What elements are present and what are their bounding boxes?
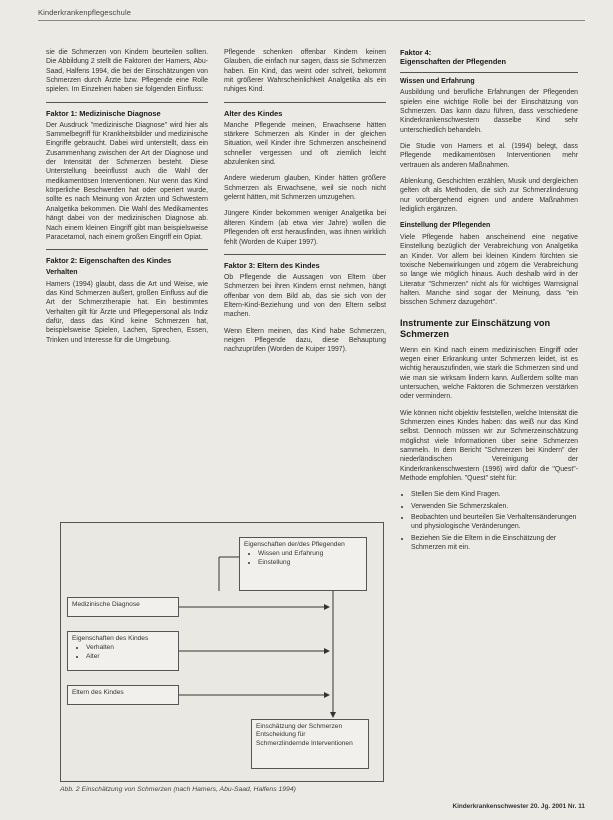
list-item: • Verwenden Sie Schmerzskalen. bbox=[411, 502, 578, 511]
column-1 bbox=[46, 48, 208, 352]
section-divider bbox=[224, 254, 386, 255]
section-heading bbox=[400, 48, 578, 66]
section-heading: Faktor 3: Eltern des Kindes bbox=[224, 260, 320, 270]
list-item: • Stellen Sie dem Kind Fragen. bbox=[411, 490, 578, 499]
section-heading-line-2: Eigenschaften der Pflegenden bbox=[400, 57, 506, 66]
paragraph: Die Studie von Hamers et al. (1994) belegt, dass Pflegende medikamentösen Interventionen mehr vertrauen als anderen Maßnahmen. bbox=[400, 143, 578, 169]
paragraph: Ablenkung, Geschichten erzählen, Musik und dergleichen gelten oft als Methoden, die sich zur Schmerzlinderung nur vorübergehend eignen und andere Maßnahmen lediglich ergänzen. bbox=[400, 178, 578, 214]
list-item: • Einstellung bbox=[258, 559, 362, 567]
list-item: • Wissen und Erfahrung bbox=[258, 550, 362, 558]
section-heading: Alter des Kindes bbox=[224, 108, 283, 118]
section-heading: Faktor 1: Medizinische Diagnose bbox=[46, 108, 161, 118]
section-heading: Faktor 2: Eigenschaften des Kindes bbox=[46, 256, 172, 266]
paragraph: Der Ausdruck "medizinische Diagnose" wird hier als Sammelbegriff für Krankheitsbilder und medizinische Eingriffe gebraucht. Dabei wird unterstellt, dass ein Zusammenhang zwischen der Art der Diagnose und der Intensität der Schmerzen besteht. Diese Unterstellung beeinflusst auch die Wahl der medikamentösen Interventionen. Nur wenn das Kind körperliche Beschwerden hat oder operiert wurde, sollte es nach Meinung von Ärzten und Schwestern Analgetika bekommen. Die Wahl des Medikamentes hängt dabei von der medizinischen Diagnose ab. Nach einem kleinen Eingriff gibt man beispielsweise Paracetamol, nach einem großen Eingriff ein Opiat. bbox=[46, 121, 208, 241]
section-heading-line-1: Faktor 4: bbox=[400, 48, 432, 57]
paragraph: Pflegende schenken offenbar Kindern keinen Glauben, die einfach nur sagen, dass sie Schmerzen haben. Ein Kind, das weint oder schreit, bekommt mit größerer Wahrscheinlichkeit Analgetika als ein ruhiges Kind. bbox=[224, 49, 386, 94]
paragraph: Wenn Eltern meinen, das Kind habe Schmerzen, neigen Pflegende dazu, diese Behauptung nachzuprüfen (Worden de Kuiper 1997). bbox=[224, 327, 386, 354]
paragraph: Jüngere Kinder bekommen weniger Analgetika bei älteren Kindern (ab etwa vier Jahre) wollen die Pflegenden oft erst herausfinden, was ihnen wirklich fehlt (Worden de Kuiper 1997). bbox=[224, 210, 386, 246]
running-header: Kinderkrankenpflegeschule bbox=[38, 8, 131, 17]
paragraph: sie die Schmerzen von Kindern beurteilen sollten. Die Abbildung 2 stellt die Faktoren der Hamers, Abu-Saad, Halfens 1994, die bei der Einschätzungen von Schmerzen durch Ärzte bzw. Pflegende eine Rolle spielen. Im Einzelnen haben sie folgenden Einfluss: bbox=[46, 49, 208, 94]
section-heading: Instrumente zur Einschätzung von Schmerzen bbox=[400, 317, 551, 339]
section-divider bbox=[46, 102, 208, 103]
list-item: • Alter bbox=[86, 653, 174, 661]
box-title: Eltern des Kindes bbox=[72, 689, 124, 696]
box-title: Eigenschaften des Kindes bbox=[72, 635, 149, 642]
list-item: • Verhalten bbox=[86, 644, 174, 652]
subsection-heading: Einstellung der Pflegenden bbox=[400, 222, 491, 230]
paragraph: Viele Pflegende haben anscheinend eine negative Einstellung bezüglich der Verabreichung von Analgetika an Kinder. Vor allem bei kleinen Kindern fürchten sie toxische Nebenwirkungen und zögern die Verabreichung so lange wie möglich hinaus. Auch deshalb wird in der Literatur "Schmerzen" nicht als für wichtiges Warnsignal halten. Manche sind sogar der Meinung, dass "ein bisschen Schmerz dazugehört". bbox=[400, 233, 578, 307]
box-line: Einschätzung der Schmerzen bbox=[256, 723, 343, 730]
box-line: Schmerzlindernde Interventionen bbox=[256, 739, 353, 747]
subsection-heading: Wissen und Erfahrung bbox=[400, 78, 475, 85]
paragraph: Ob Pflegende die Aussagen von Eltern über Schmerzen bei ihren Kindern ernst nehmen, hängt offenbar von dem Bild ab, das sie sich von der Eltern-Kind-Beziehung und von den Eltern selbst machen. bbox=[224, 273, 386, 319]
column-2 bbox=[224, 48, 386, 362]
paragraph: Manche Pflegende meinen, Erwachsene hätten stärkere Schmerzen als Kinder in der gleichen Situation, weil Kinder ihre Schmerzen anscheinend schneller vergessen und oft ziemlich leicht abzulenken sind. bbox=[224, 121, 386, 167]
list-item: • Beobachten und beurteilen Sie Verhaltensänderungen und physiologische Veränderungen. bbox=[411, 513, 578, 532]
box-title: Eigenschaften der/des Pflegenden bbox=[244, 541, 345, 548]
box-title: Medizinische Diagnose bbox=[72, 601, 140, 608]
paragraph: Wie können nicht objektiv feststellen, welche Intensität die Schmerzen eines Kindes haben: das weiß nur das Kind selbst. Dennoch müssen wir zur Schmerzeinschätzung möglichst viele Informationen über seine Schmerzen sammeln. In dem Bericht "Schmerzen bei Kindern" der niederländischen Vereinigung der Kinderkrankenschwestern (1996) wird dafür die "Quest"-Methode empfohlen. "Quest" steht für: bbox=[400, 409, 578, 483]
section-divider bbox=[46, 249, 208, 250]
subsection-heading: Verhalten bbox=[46, 269, 78, 277]
paragraph: Ausbildung und berufliche Erfahrungen der Pflegenden spielen eine wichtige Rolle bei der Einschätzung von Schmerzen. Das kann dazu führen, dass verschiedene Kinderkrankenschwestern dasselbe Kind sehr unterschiedlich behandeln. bbox=[400, 89, 578, 134]
page-footer: Kinderkrankenschwester 20. Jg. 2001 Nr. 11 bbox=[452, 803, 585, 810]
quest-list bbox=[400, 490, 578, 552]
header-divider bbox=[38, 20, 585, 21]
list-item: • Beziehen Sie die Eltern in die Einschätzung der Schmerzen mit ein. bbox=[411, 534, 578, 553]
paragraph: Hamers (1994) glaubt, dass die Art und Weise, wie das Kind Schmerzen äußert, großen Einfluss auf die Art der Schmerztherapie hat. Ein bestimmtes Verhalten gilt für Ärzte und Pflegepersonal als Indiz dafür, dass das Kind keine Schmerzen hat, beispielsweise Spielen, Lachen, Sprechen, Essen, Trinken und Interesse für die Umgebung. bbox=[46, 280, 208, 344]
column-3 bbox=[400, 48, 578, 554]
diagram-connectors bbox=[61, 523, 383, 781]
section-divider bbox=[400, 72, 578, 73]
section-divider bbox=[224, 102, 386, 103]
box-line: Entscheidung für bbox=[256, 731, 306, 739]
figure-diagram bbox=[60, 522, 384, 782]
figure-caption: Abb. 2 Einschätzung von Schmerzen (nach Hamers, Abu-Saad, Halfens 1994) bbox=[60, 786, 296, 793]
paragraph: Wenn ein Kind nach einem medizinischen Eingriff oder wegen einer Erkrankung unter Schmerzen leidet, ist es wichtig herauszufinden, wie stark die Schmerzen sind und wie man sie wirksam lindern kann. Außerdem sollte man untersuchen, welche Faktoren die Schmerzen verstärken oder vermindern. bbox=[400, 346, 578, 401]
paragraph: Andere wiederum glauben, Kinder hätten größere Schmerzen als Erwachsene, weil sie noch nicht gelernt hätten, mit Schmerzen umzugehen. bbox=[224, 175, 386, 202]
